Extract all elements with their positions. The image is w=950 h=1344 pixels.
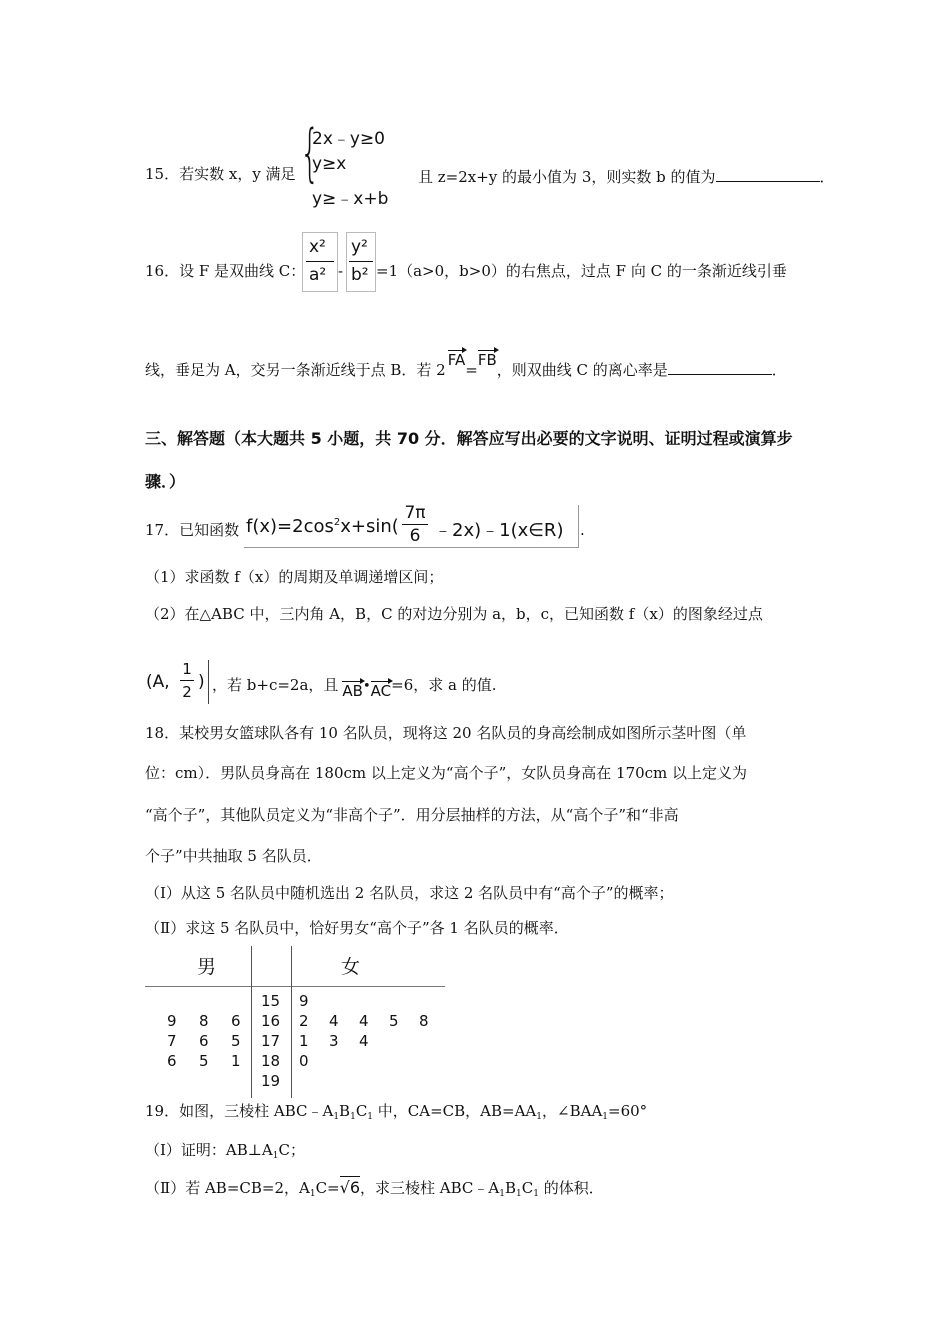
q17-end: . (580, 521, 585, 539)
q19-line1 (145, 1104, 647, 1122)
stem-leaf-plot (145, 946, 445, 1098)
q16-answer-blank[interactable] (668, 360, 772, 375)
q16-prefix: 16．设 F 是双曲线 C： (145, 262, 306, 280)
q17-part1 (145, 570, 443, 585)
q15-end: ． (819, 168, 835, 186)
q17-part2 (145, 607, 763, 622)
q19-part1-a: （Ⅰ）证明：AB⊥A (145, 1141, 273, 1159)
q19-line1-f: =60° (608, 1102, 648, 1120)
q19-part2-f: 的体积． (538, 1179, 604, 1197)
q15-constraint-system (300, 116, 400, 210)
q17-half-bar (180, 680, 194, 681)
section3-heading (145, 431, 793, 447)
male-leaf: 6 (167, 1052, 177, 1070)
q17-part2b-mid: ，若 b+c=2a，且 (212, 676, 339, 694)
q17-pi-num: 7π (404, 503, 426, 523)
q17-formula-b: x+sin( (340, 516, 399, 537)
q17-formula-a: f(x)=2cos (246, 516, 334, 537)
q16-line1-suffix (376, 264, 787, 279)
q16-frac-x-box (302, 232, 338, 292)
stem-leaf-divider-left (251, 946, 252, 1098)
q15-suffix-line (418, 167, 835, 185)
q17-part2-text: （2）在△ABC 中，三内角 A，B，C 的对边分别为 a，b，c，已知函数 f（x）的图象经过点 (145, 605, 763, 623)
q17-sup2: 2 (333, 517, 341, 528)
brace-icon: { (300, 116, 320, 189)
q19-line1-b: B (339, 1102, 351, 1120)
vector-ac: AC (370, 682, 392, 700)
q19-line1-d: 中，CA=CB，AB=AA (373, 1102, 537, 1120)
q17-half-num: 1 (182, 660, 192, 678)
male-leaf: 8 (199, 1012, 209, 1030)
section3-line2: 骤．） (145, 472, 186, 491)
stem-leaf-female-header: 女 (341, 956, 361, 978)
female-leaf: 4 (359, 1012, 369, 1030)
q19-sub: 1 (533, 1189, 539, 1199)
q17-part1-text: （1）求函数 f（x）的周期及单调递增区间； (145, 568, 444, 586)
q19-part1 (145, 1143, 305, 1161)
q16-frac-y-box (346, 232, 376, 292)
q18-line2: 位：cm）．男队员身高在 180cm 以上定义为“高个子”，女队员身高在 170cm 以上定义为 (145, 764, 748, 782)
q15-suffix: 且 z=2x+y 的最小值为 3，则实数 b 的值为 (418, 168, 716, 186)
q19-part2-b: C= (315, 1179, 340, 1197)
q19-sub: 1 (367, 1112, 374, 1122)
stem-leaf-header-rule (145, 986, 445, 987)
vector-fb: FB (477, 351, 497, 369)
stem-value: 16 (261, 1012, 281, 1030)
stem-value: 18 (261, 1052, 281, 1070)
q18-line1: 18．某校男女篮球队各有 10 名队员，现将这 20 名队员的身高绘制成如图所示茎叶图（单 (145, 724, 747, 742)
q16-line1-suffix-text: =1（a>0，b>0）的右焦点，过点 F 向 C 的一条渐近线引垂 (376, 262, 787, 280)
q19-line1-c: C (355, 1102, 368, 1120)
male-leaf: 6 (231, 1012, 241, 1030)
q17-formula-box (244, 505, 579, 548)
q15-line (145, 167, 296, 182)
q16-end: ． (771, 361, 787, 379)
q19-part2-e: C (521, 1179, 534, 1197)
q17-pi-bar (402, 524, 428, 525)
q17-line (145, 523, 239, 538)
female-leaf: 1 (299, 1032, 309, 1050)
q17-dot: • (362, 679, 371, 694)
female-leaf: 0 (299, 1052, 309, 1070)
male-leaf: 7 (167, 1032, 177, 1050)
q19-part2-d: B (504, 1179, 516, 1197)
vector-ab: AB (342, 682, 363, 700)
q18-line3: “高个子”，其他队员定义为“非高个子”．用分层抽样的方法，从“高个子”和“非高 (145, 806, 679, 824)
q19-sub: 1 (272, 1151, 279, 1161)
stem-value: 17 (261, 1032, 281, 1050)
female-leaf: 8 (419, 1012, 429, 1030)
female-leaf: 9 (299, 992, 309, 1010)
q19-line1-a: 19．如图，三棱柱 ABC﹣A (145, 1102, 334, 1120)
q17-point-close: ) (198, 672, 205, 692)
q18-part1: （Ⅰ）从这 5 名队员中随机选出 2 名队员，求这 2 名队员中有“高个子”的概率； (145, 884, 674, 902)
q19-sqrt6: √6 (339, 1178, 360, 1197)
q16-frac-x-bar (306, 261, 334, 262)
stem-value: 15 (261, 992, 281, 1010)
q16-line2-prefix: 线，垂足为 A，交另一条渐近线于点 B．若 2 (145, 361, 446, 379)
q16-x-den: a² (309, 265, 327, 285)
q16-line1 (145, 264, 305, 279)
q16-x-num: x² (309, 237, 326, 257)
female-leaf: 4 (359, 1032, 369, 1050)
q16-y-num: y² (351, 237, 368, 257)
stem-leaf-divider-right (291, 946, 292, 1098)
q19-part2 (145, 1180, 604, 1199)
q17-formula (246, 516, 399, 537)
q17-prefix: 17．已知函数 (145, 521, 240, 539)
q19-sub: 1 (309, 1189, 316, 1199)
q19-part1-b: C； (278, 1141, 305, 1159)
q19-part2-c: ，求三棱柱 ABC﹣A (360, 1179, 500, 1197)
q18-line4: 个子”中共抽取 5 名队员． (145, 847, 322, 865)
stem-value: 19 (261, 1072, 281, 1090)
q15-prefix: 15．若实数 x，y 满足 (145, 165, 296, 183)
q17-formula-c: ﹣2x)﹣1(x∈R) (434, 520, 564, 541)
q17-part2b-end: =6，求 a 的值. (391, 676, 497, 694)
q19-sub: 1 (515, 1189, 522, 1199)
q15-constraint-3: y≥﹣x+b (312, 189, 389, 209)
male-leaf: 6 (199, 1032, 209, 1050)
q15-answer-blank[interactable] (716, 167, 820, 182)
female-leaf: 3 (329, 1032, 339, 1050)
female-leaf: 4 (329, 1012, 339, 1030)
stem-leaf-male-header: 男 (197, 956, 217, 978)
q17-pi-den: 6 (409, 526, 421, 546)
section3-heading-cont (145, 474, 185, 490)
q16-minus: - (338, 262, 344, 280)
male-leaf: 5 (231, 1032, 241, 1050)
q16-y-den: b² (351, 265, 369, 285)
q18-part2: （Ⅱ）求这 5 名队员中，恰好男女“高个子”各 1 名队员的概率． (145, 919, 569, 937)
q16-eq: = (465, 361, 478, 379)
vector-fa: FA (447, 351, 466, 369)
q17-point-a: (A, (146, 672, 170, 692)
q19-line1-e: ，∠BAA (542, 1102, 603, 1120)
q16-line2 (145, 351, 787, 379)
q19-sub: 1 (350, 1112, 356, 1122)
q17-half-den: 2 (182, 683, 192, 701)
female-leaf: 2 (299, 1012, 309, 1030)
q19-sub: 1 (333, 1112, 340, 1122)
male-leaf: 1 (231, 1052, 241, 1070)
q17-part2-cont (212, 676, 497, 700)
female-leaf: 5 (389, 1012, 399, 1030)
q17-point-box (144, 660, 209, 704)
q19-sub: 1 (499, 1189, 505, 1199)
q17-half-frac (180, 660, 194, 701)
q19-part2-a: （Ⅱ）若 AB=CB=2，A (145, 1179, 310, 1197)
q16-frac-y-bar (349, 261, 373, 262)
q16-line2-suffix: ，则双曲线 C 的离心率是 (496, 361, 668, 379)
q15-constraint-1: 2x﹣y≥0 (312, 129, 385, 149)
q19-sub: 1 (602, 1112, 609, 1122)
q19-sub: 1 (536, 1112, 543, 1122)
male-leaf: 5 (199, 1052, 209, 1070)
q15-constraint-2: y≥x (312, 154, 347, 174)
male-leaf: 9 (167, 1012, 177, 1030)
q17-pi-frac (402, 503, 428, 546)
section3-line1: 三、解答题（本大题共 5 小题，共 70 分．解答应写出必要的文字说明、证明过程或演算步 (145, 429, 793, 448)
